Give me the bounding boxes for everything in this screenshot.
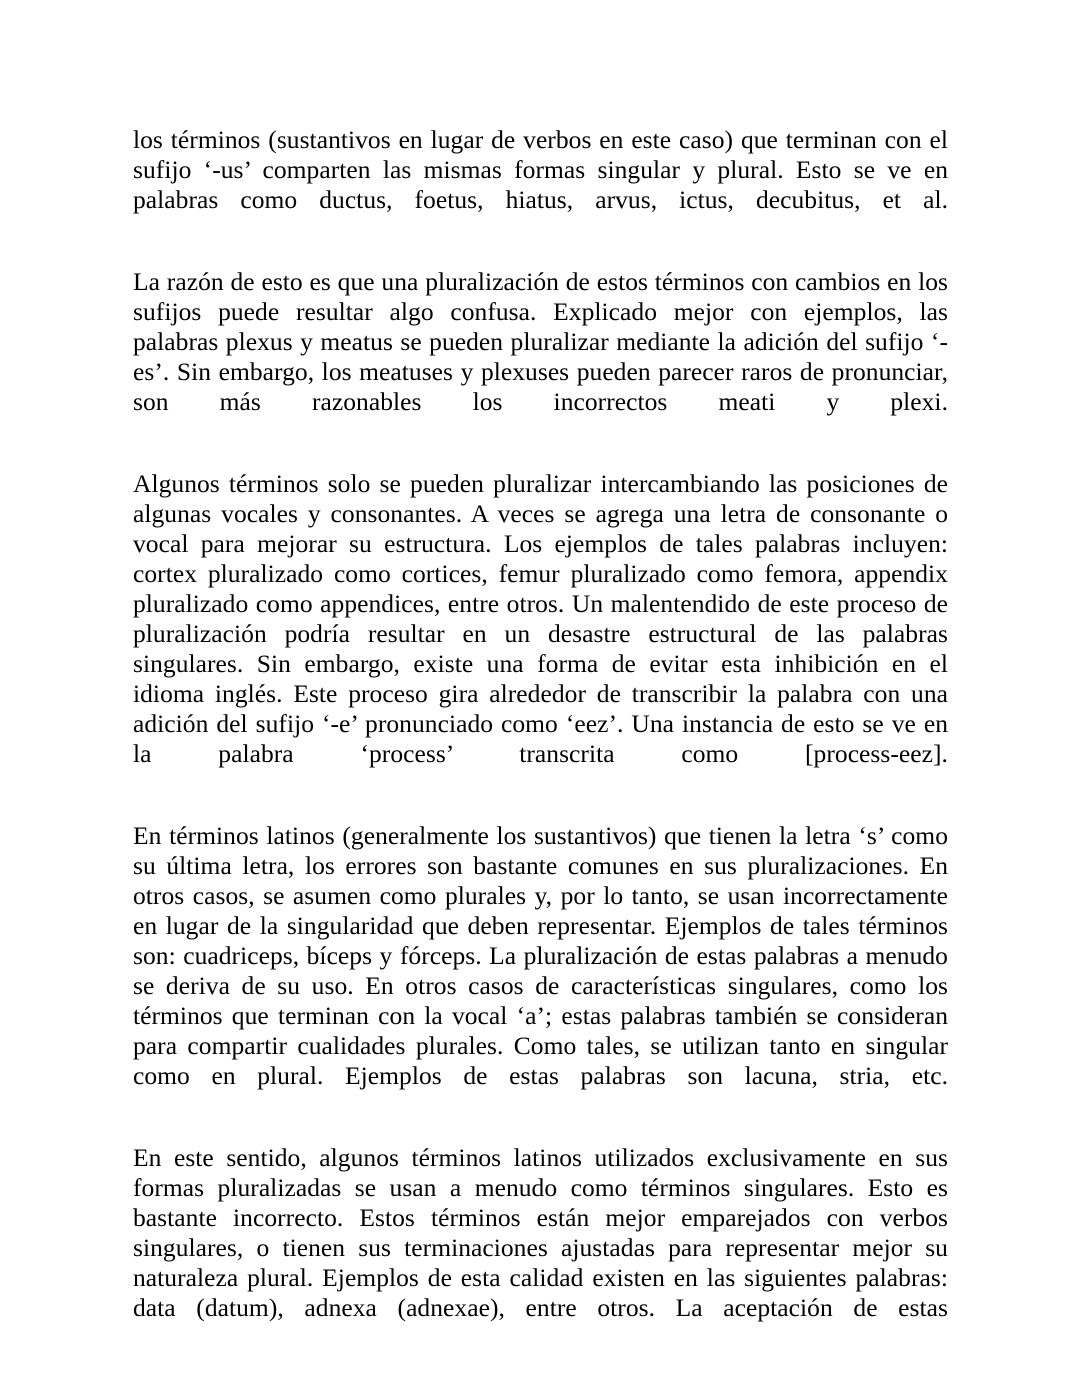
paragraph: En este sentido, algunos términos latinos utilizados exclusivamente en sus formas pluralizadas se usan a menudo como términos singulares. Esto es bastante incorrecto. Estos términos están mejor emparejados con verbos singulares, o tienen sus terminaciones ajustadas para representar mejor su naturaleza plural. Ejemplos de esta calidad existen en las siguientes palabras: data (datum), adnexa (adnexae), entre otros. La aceptación de estas (133, 1143, 948, 1322)
paragraph: La razón de esto es que una pluralización de estos términos con cambios en los sufijos puede resultar algo confusa. Explicado mejor con ejemplos, las palabras plexus y meatus se pueden pluralizar mediante la adición del sufijo ‘-es’. Sin embargo, los meatuses y plexuses pueden parecer raros de pronunciar, son más razonables los incorrectos meati y plexi. (133, 267, 948, 416)
body-text-column (133, 125, 948, 1353)
paragraph: los términos (sustantivos en lugar de verbos en este caso) que terminan con el sufijo ‘-us’ comparten las mismas formas singular y plural. Esto se ve en palabras como ductus, foetus, hiatus, arvus, ictus, decubitus, et al. (133, 125, 948, 214)
paragraph: En términos latinos (generalmente los sustantivos) que tienen la letra ‘s’ como su última letra, los errores son bastante comunes en sus pluralizaciones. En otros casos, se asumen como plurales y, por lo tanto, se usan incorrectamente en lugar de la singularidad que deben representar. Ejemplos de tales términos son: cuadriceps, bíceps y fórceps. La pluralización de estas palabras a menudo se deriva de su uso. En otros casos de características singulares, como los términos que terminan con la vocal ‘a’; estas palabras también se consideran para compartir cualidades plurales. Como tales, se utilizan tanto en singular como en plural. Ejemplos de estas palabras son lacuna, stria, etc. (133, 821, 948, 1090)
paragraph: Algunos términos solo se pueden pluralizar intercambiando las posiciones de algunas vocales y consonantes. A veces se agrega una letra de consonante o vocal para mejorar su estructura. Los ejemplos de tales palabras incluyen: cortex pluralizado como cortices, femur pluralizado como femora, appendix pluralizado como appendices, entre otros. Un malentendido de este proceso de pluralización podría resultar en un desastre estructural de las palabras singulares. Sin embargo, existe una forma de evitar esta inhibición en el idioma inglés. Este proceso gira alrededor de transcribir la palabra con una adición del sufijo ‘-e’ pronunciado como ‘eez’. Una instancia de esto se ve en la palabra ‘process’ transcrita como [process-eez]. (133, 469, 948, 768)
